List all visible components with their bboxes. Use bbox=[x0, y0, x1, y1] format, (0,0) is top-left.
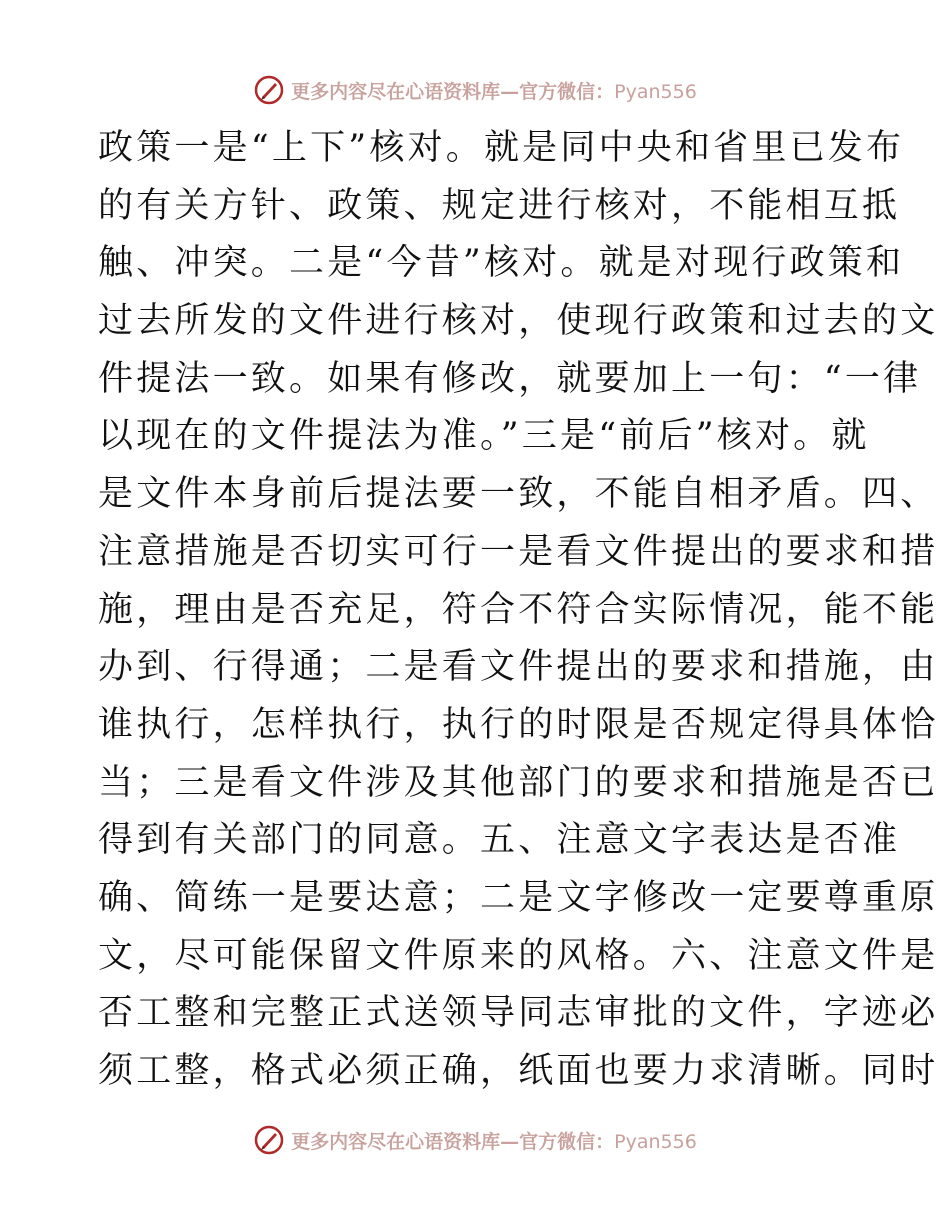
quill-logo-icon bbox=[253, 1124, 285, 1156]
body-line: 政策一是“上下”核对。就是同中央和省里已发布 bbox=[98, 128, 905, 168]
body-line: 的有关方针、政策、规定进行核对，不能相互抵 bbox=[98, 185, 901, 226]
body-line: 得到有关部门的同意。五、注意文字表达是否准 bbox=[98, 820, 901, 861]
body-line: 以现在的文件提法为准。”三是“前后”核对。就 bbox=[98, 416, 870, 457]
footer-banner-text: 更多内容尽在心语资料库—官方微信：Pyan556 bbox=[291, 1130, 697, 1153]
header-banner-id: Pyan556 bbox=[614, 80, 697, 103]
body-line: 文，尽可能保留文件原来的风格。六、注意文件是 bbox=[98, 935, 939, 976]
quill-logo-icon bbox=[253, 74, 285, 106]
body-line: 是文件本身前后提法要一致，不能自相矛盾。四、 bbox=[98, 474, 939, 515]
body-line: 当；三是看文件涉及其他部门的要求和措施是否已 bbox=[98, 762, 939, 803]
body-line: 否工整和完整正式送领导同志审批的文件，字迹必 bbox=[98, 993, 939, 1034]
header-banner-text: 更多内容尽在心语资料库—官方微信：Pyan556 bbox=[291, 80, 697, 103]
body-line: 施，理由是否充足，符合不符合实际情况，能不能 bbox=[98, 589, 939, 630]
footer-watermark-banner bbox=[0, 1120, 950, 1160]
body-line: 触、冲突。二是“今昔”核对。就是对现行政策和 bbox=[98, 243, 905, 284]
body-line: 确、简练一是要达意；二是文字修改一定要尊重原 bbox=[98, 877, 939, 918]
body-line: 过去所发的文件进行核对，使现行政策和过去的文 bbox=[98, 301, 939, 342]
body-line: 谁执行，怎样执行，执行的时限是否规定得具体恰 bbox=[98, 704, 939, 745]
body-line: 件提法一致。如果有修改，就要加上一句：“一律 bbox=[98, 358, 922, 399]
body-line: 办到、行得通；二是看文件提出的要求和措施，由 bbox=[98, 647, 939, 688]
body-line: 须工整，格式必须正确，纸面也要力求清晰。同时 bbox=[98, 1051, 939, 1091]
body-line: 注意措施是否切实可行一是看文件提出的要求和措 bbox=[98, 531, 939, 572]
header-watermark-banner bbox=[0, 70, 950, 110]
document-body bbox=[98, 120, 939, 1101]
footer-banner-id: Pyan556 bbox=[614, 1130, 697, 1153]
